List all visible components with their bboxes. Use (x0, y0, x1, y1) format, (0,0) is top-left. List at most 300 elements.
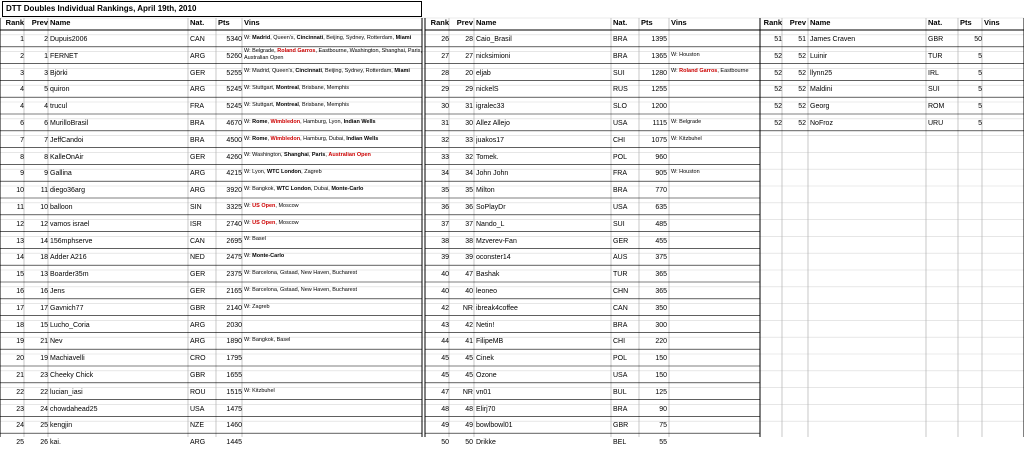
cell-name: Elirj70 (476, 405, 496, 413)
cell-pts: 5255 (226, 69, 242, 77)
wins-segment: W: Belgrade (671, 118, 702, 125)
cell-prev: 52 (798, 69, 806, 77)
cell-rank: 45 (441, 372, 449, 379)
cell-prev: 28 (465, 36, 473, 43)
ranking-row (0, 80, 422, 97)
cell-rank: 34 (441, 170, 449, 178)
ranking-block-2 (425, 18, 760, 447)
cell-rank: 33 (441, 153, 449, 161)
cell-rank: 24 (16, 422, 24, 430)
ranking-row (0, 316, 422, 333)
cell-nat: BRA (190, 120, 205, 127)
cell-rank: 27 (441, 52, 449, 60)
header-name: Name (476, 18, 497, 27)
cell-nat: GBR (190, 372, 206, 379)
cell-nat: ARG (190, 439, 206, 447)
cell-name: Cinek (476, 355, 494, 363)
ranking-row (0, 433, 422, 450)
cell-pts: 5 (978, 120, 982, 127)
cell-wins (244, 349, 422, 366)
cell-nat: USA (613, 372, 628, 379)
cell-rank: 25 (16, 439, 24, 447)
header-rank: Rank (430, 18, 449, 27)
cell-wins (984, 97, 1024, 114)
cell-wins (244, 164, 422, 181)
wins-segment: W: Belgrade, (244, 48, 278, 55)
cell-name: Bashak (476, 271, 500, 279)
cell-name: kengjin (50, 422, 73, 430)
wins-segment: Montreal (276, 85, 299, 92)
cell-nat: GBR (928, 36, 944, 43)
ranking-row (425, 97, 760, 114)
wins-segment: W: Basel (244, 236, 266, 243)
wins-segment: , Moscow (275, 219, 299, 226)
cell-nat: RUS (613, 86, 628, 94)
cell-wins (244, 131, 422, 148)
wins-segment: Rome (252, 135, 268, 142)
cell-nat: BRA (613, 187, 628, 195)
cell-pts: 1395 (651, 36, 667, 43)
wins-segment: W: Kitzbuhel (244, 387, 275, 394)
wins-segment: W: (671, 68, 680, 75)
header-nat: Nat. (928, 18, 943, 27)
wins-segment: W: Bangkok, Basel (244, 337, 291, 344)
cell-pts: 3325 (226, 204, 242, 211)
cell-nat: CHI (613, 338, 626, 346)
cell-prev: 26 (40, 439, 48, 447)
cell-prev: 23 (40, 372, 48, 379)
cell-rank: 52 (774, 52, 782, 60)
wins-segment: W: Houston (671, 169, 700, 176)
wins-segment: W: Washington, (244, 152, 285, 159)
cell-prev: 37 (465, 220, 473, 228)
cell-name: chowdahead25 (50, 405, 98, 413)
cell-rank: 26 (441, 36, 449, 43)
cell-nat: CAN (190, 36, 205, 43)
cell-nat: SUI (613, 220, 625, 228)
cell-rank: 47 (441, 388, 449, 396)
cell-pts: 4215 (226, 170, 242, 178)
cell-rank: 37 (441, 220, 449, 228)
wins-segment: , Eastbourne, Washington, Shanghai, Paris, Australian Open (244, 48, 422, 62)
cell-pts: 2475 (226, 254, 242, 262)
ranking-row (425, 198, 760, 215)
cell-nat: IRL (928, 69, 939, 77)
cell-prev: 39 (465, 254, 473, 262)
cell-prev: 33 (465, 136, 473, 144)
cell-rank: 23 (16, 405, 24, 413)
ranking-row (425, 332, 760, 349)
cell-prev: 25 (40, 422, 48, 430)
cell-nat: BUL (613, 388, 627, 396)
cell-wins (244, 282, 422, 299)
cell-wins (244, 215, 422, 232)
cell-rank: 39 (441, 254, 449, 262)
cell-rank: 28 (441, 69, 449, 77)
cell-prev: 36 (465, 204, 473, 211)
cell-pts: 150 (655, 355, 667, 363)
ranking-row (760, 97, 1024, 114)
header-rank: Rank (763, 18, 782, 27)
cell-pts: 485 (655, 220, 667, 228)
cell-pts: 365 (655, 288, 667, 295)
ranking-row (0, 64, 422, 81)
cell-rank: 52 (774, 120, 782, 127)
cell-name: Caio_Brasil (476, 36, 512, 43)
cell-rank: 6 (20, 120, 24, 127)
cell-name: quiron (50, 86, 70, 94)
cell-name: FERNET (50, 52, 78, 60)
cell-nat: GBR (613, 422, 629, 430)
cell-rank: 52 (774, 69, 782, 77)
cell-pts: 375 (655, 254, 667, 262)
ranking-row (425, 248, 760, 265)
ranking-row (760, 80, 1024, 97)
cell-prev: 49 (465, 422, 473, 430)
wins-segment: W: (244, 118, 253, 125)
wins-segment: , Queen's, (270, 34, 297, 41)
cell-name: Cheeky Chick (50, 372, 94, 379)
cell-pts: 50 (974, 36, 982, 43)
header-pts: Pts (218, 18, 230, 27)
cell-pts: 1460 (226, 422, 242, 430)
cell-pts: 4670 (226, 120, 242, 127)
cell-name: eljab (476, 69, 491, 77)
cell-prev: 19 (40, 355, 48, 363)
wins-segment: US Open (252, 202, 276, 209)
cell-nat: CAN (190, 237, 205, 245)
wins-segment: W: Madrid, Queen's, (244, 68, 296, 75)
cell-nat: GER (190, 288, 206, 295)
cell-nat: BRA (190, 136, 205, 144)
cell-nat: ARG (190, 170, 206, 178)
wins-segment: W: (244, 135, 253, 142)
cell-pts: 220 (655, 338, 667, 346)
cell-nat: NZE (190, 422, 204, 430)
cell-rank: 22 (16, 388, 24, 396)
cell-rank: 14 (16, 254, 24, 262)
wins-segment: Roland Garros (277, 48, 316, 55)
wins-segment: W: Houston (671, 51, 700, 58)
cell-nat: BRA (613, 36, 628, 43)
ranking-row (0, 265, 422, 282)
cell-rank: 51 (774, 36, 782, 43)
cell-prev: 52 (798, 103, 806, 111)
cell-nat: GER (190, 69, 206, 77)
cell-name: Mzverev-Fan (476, 237, 517, 245)
cell-wins (244, 316, 422, 333)
cell-pts: 5245 (226, 103, 242, 111)
cell-rank: 16 (16, 288, 24, 295)
cell-prev: 12 (40, 220, 48, 228)
cell-nat: NED (190, 254, 205, 262)
header-prev: Prev (456, 18, 473, 27)
ranking-row (760, 47, 1024, 64)
wins-segment: , Zagreb (301, 169, 322, 176)
ranking-row (0, 248, 422, 265)
wins-segment: Miami (394, 68, 410, 75)
cell-nat: TUR (928, 52, 943, 60)
cell-prev: 7 (44, 136, 48, 144)
cell-wins (984, 114, 1024, 131)
cell-nat: BRA (613, 321, 628, 329)
cell-pts: 350 (655, 304, 667, 312)
cell-nat: GER (613, 237, 629, 245)
ranking-row (425, 383, 760, 400)
cell-wins (244, 383, 422, 400)
ranking-row (0, 198, 422, 215)
cell-pts: 1200 (651, 103, 667, 111)
cell-name: kai. (50, 439, 61, 447)
ranking-row (425, 80, 760, 97)
ranking-row (425, 400, 760, 417)
cell-name: bowlbowl01 (476, 422, 513, 430)
cell-name: vn01 (476, 388, 492, 396)
cell-rank: 40 (441, 288, 449, 295)
wins-segment: , Dubai, (310, 186, 332, 193)
cell-pts: 3920 (226, 187, 242, 195)
cell-wins (984, 47, 1024, 64)
ranking-row (0, 332, 422, 349)
cell-name: vamos israel (50, 220, 90, 228)
cell-nat: CAN (613, 304, 628, 312)
cell-nat: ARG (190, 321, 206, 329)
wins-segment: Monte-Carlo (252, 253, 285, 260)
cell-pts: 4500 (226, 136, 242, 144)
wins-segment: Roland Garros (679, 68, 718, 75)
cell-pts: 75 (659, 422, 667, 430)
cell-nat: CHI (613, 136, 626, 144)
cell-pts: 2030 (226, 321, 242, 329)
header-wins: Vins (671, 18, 687, 27)
cell-name: Drikke (476, 439, 496, 447)
cell-nat: USA (613, 204, 628, 211)
cell-name: KalleOnAir (50, 153, 84, 161)
cell-rank: 21 (16, 372, 24, 379)
cell-wins (244, 181, 422, 198)
cell-nat: GER (190, 153, 206, 161)
wins-segment: Australian Open (328, 152, 371, 159)
cell-name: Netin! (476, 321, 495, 329)
wins-segment: Miami (395, 34, 412, 41)
cell-name: Georg (810, 103, 830, 111)
wins-segment: Wimbledon (270, 118, 301, 125)
ranking-row (0, 181, 422, 198)
cell-prev: NR (462, 388, 473, 396)
wins-segment: Wimbledon (270, 135, 301, 142)
cell-name: diego36arg (50, 187, 86, 195)
ranking-row (0, 282, 422, 299)
cell-rank: 15 (16, 271, 24, 279)
wins-segment: W: Zagreb (244, 303, 270, 310)
cell-pts: 5 (978, 103, 982, 111)
cell-name: Nev (50, 338, 63, 346)
header-name: Name (50, 18, 71, 27)
wins-segment: , Moscow (275, 202, 299, 209)
cell-name: ibreak4coffee (476, 304, 518, 312)
cell-prev: 2 (44, 36, 48, 43)
cell-nat: POL (613, 153, 628, 161)
cell-prev: 52 (798, 52, 806, 60)
cell-prev: 4 (44, 103, 48, 111)
wins-segment: Indian Wells (343, 118, 376, 125)
cell-pts: 770 (655, 187, 667, 195)
cell-name: 156mphserve (50, 237, 93, 245)
cell-name: Machiavelli (50, 355, 85, 363)
wins-segment: Shanghai (284, 152, 309, 159)
cell-rank: 45 (441, 355, 449, 363)
cell-name: trucul (50, 103, 68, 111)
ranking-row (425, 114, 760, 131)
cell-prev: 35 (465, 187, 473, 195)
cell-rank: 52 (774, 103, 782, 111)
cell-prev: 14 (40, 237, 48, 245)
cell-name: Dupuis2006 (50, 36, 88, 43)
cell-nat: BRA (613, 405, 628, 413)
cell-name: John John (476, 170, 509, 178)
wins-segment: Monte-Carlo (331, 186, 364, 193)
ranking-row (425, 215, 760, 232)
cell-nat: ARG (190, 338, 206, 346)
wins-segment: , Hamburg, Dubai, (300, 135, 347, 142)
cell-nat: ARG (190, 86, 206, 94)
ranking-row (425, 299, 760, 316)
cell-wins (244, 198, 422, 215)
cell-pts: 2740 (226, 220, 242, 228)
ranking-row (425, 47, 760, 64)
wins-segment: Cincinnati (295, 68, 322, 75)
cell-rank: 17 (16, 304, 24, 312)
cell-pts: 1795 (226, 355, 242, 363)
wins-segment: , Brisbane, Memphis (298, 85, 350, 92)
cell-rank: 2 (20, 52, 24, 60)
cell-pts: 365 (655, 271, 667, 279)
ranking-row (425, 30, 760, 47)
cell-pts: 1255 (651, 86, 667, 94)
cell-prev: 13 (40, 271, 48, 279)
wins-segment: US Open (252, 219, 276, 226)
cell-pts: 5 (978, 52, 982, 60)
cell-wins (244, 114, 422, 131)
cell-pts: 1115 (652, 120, 667, 127)
cell-rank: 8 (20, 153, 24, 161)
cell-rank: 31 (441, 120, 449, 127)
cell-name: lucian_iasi (50, 388, 83, 396)
ranking-row (425, 316, 760, 333)
cell-prev: 8 (44, 153, 48, 161)
cell-name: oconster14 (476, 254, 511, 262)
cell-prev: 52 (798, 120, 806, 127)
ranking-row (0, 299, 422, 316)
cell-pts: 2140 (226, 304, 242, 312)
cell-wins (984, 64, 1024, 81)
cell-name: Nando_L (476, 220, 505, 228)
ranking-row (425, 64, 760, 81)
cell-rank: 29 (441, 86, 449, 94)
wins-segment: W: Kitzbuhel (671, 135, 702, 142)
cell-wins (244, 400, 422, 417)
cell-name: nicksimioni (476, 52, 511, 60)
ranking-row (425, 265, 760, 282)
cell-nat: SIN (190, 204, 202, 211)
wins-segment: Cincinnati (296, 34, 324, 41)
cell-name: llynn25 (810, 69, 833, 77)
cell-nat: GER (190, 271, 206, 279)
cell-rank: 48 (441, 405, 449, 413)
wins-segment: , (308, 152, 312, 159)
cell-name: juakos17 (476, 136, 505, 144)
page-title: DTT Doubles Individual Rankings, April 19th, 2010 (6, 4, 197, 13)
cell-prev: 15 (40, 321, 48, 329)
cell-prev: 42 (465, 321, 473, 329)
cell-name: Lucho_Coria (50, 321, 90, 329)
cell-rank: 40 (441, 271, 449, 279)
ranking-row (425, 232, 760, 249)
ranking-block-3 (760, 18, 1024, 437)
cell-nat: CRO (190, 355, 206, 363)
cell-name: Tomek. (476, 153, 499, 161)
header-name: Name (810, 18, 831, 27)
cell-name: Gallina (50, 170, 72, 178)
header-rank: Rank (5, 18, 24, 27)
cell-nat: SUI (613, 69, 625, 77)
ranking-row (425, 282, 760, 299)
cell-nat: BRA (613, 52, 628, 60)
cell-rank: 35 (441, 187, 449, 195)
cell-name: igralec33 (476, 103, 505, 111)
cell-wins (984, 30, 1024, 47)
cell-rank: 4 (20, 86, 24, 94)
wins-segment: Montreal (276, 102, 299, 109)
cell-rank: 3 (20, 69, 24, 77)
cell-pts: 455 (655, 237, 667, 245)
cell-nat: ROU (190, 388, 206, 396)
cell-name: SoPlayDr (476, 204, 506, 211)
cell-pts: 2165 (226, 288, 242, 295)
cell-rank: 1 (20, 36, 24, 43)
cell-nat: TUR (613, 271, 628, 279)
cell-prev: 32 (465, 153, 473, 161)
cell-prev: 24 (40, 405, 48, 413)
cell-prev: 20 (465, 69, 473, 77)
cell-wins (244, 97, 422, 114)
cell-prev: 3 (44, 69, 48, 77)
ranking-row (0, 30, 422, 47)
cell-nat: POL (613, 355, 628, 363)
cell-name: Björki (50, 69, 68, 77)
cell-wins (244, 366, 422, 383)
wins-segment: Madrid (252, 34, 271, 41)
cell-rank: 19 (16, 338, 24, 346)
cell-nat: ISR (190, 220, 202, 228)
cell-rank: 44 (441, 338, 449, 346)
ranking-row (0, 232, 422, 249)
ranking-row (0, 349, 422, 366)
cell-nat: URU (928, 120, 944, 127)
header-wins: Vins (984, 18, 1000, 27)
header-prev: Prev (31, 18, 48, 27)
cell-prev: 10 (40, 204, 48, 211)
cell-prev: 41 (465, 338, 473, 346)
cell-pts: 2375 (226, 271, 242, 279)
cell-prev: 17 (40, 304, 48, 312)
ranking-row (425, 366, 760, 383)
cell-prev: 31 (465, 103, 473, 111)
header-nat: Nat. (613, 18, 628, 27)
cell-name: James Craven (810, 36, 856, 43)
cell-name: balloon (50, 204, 73, 211)
cell-name: MurilloBrasil (50, 120, 89, 127)
